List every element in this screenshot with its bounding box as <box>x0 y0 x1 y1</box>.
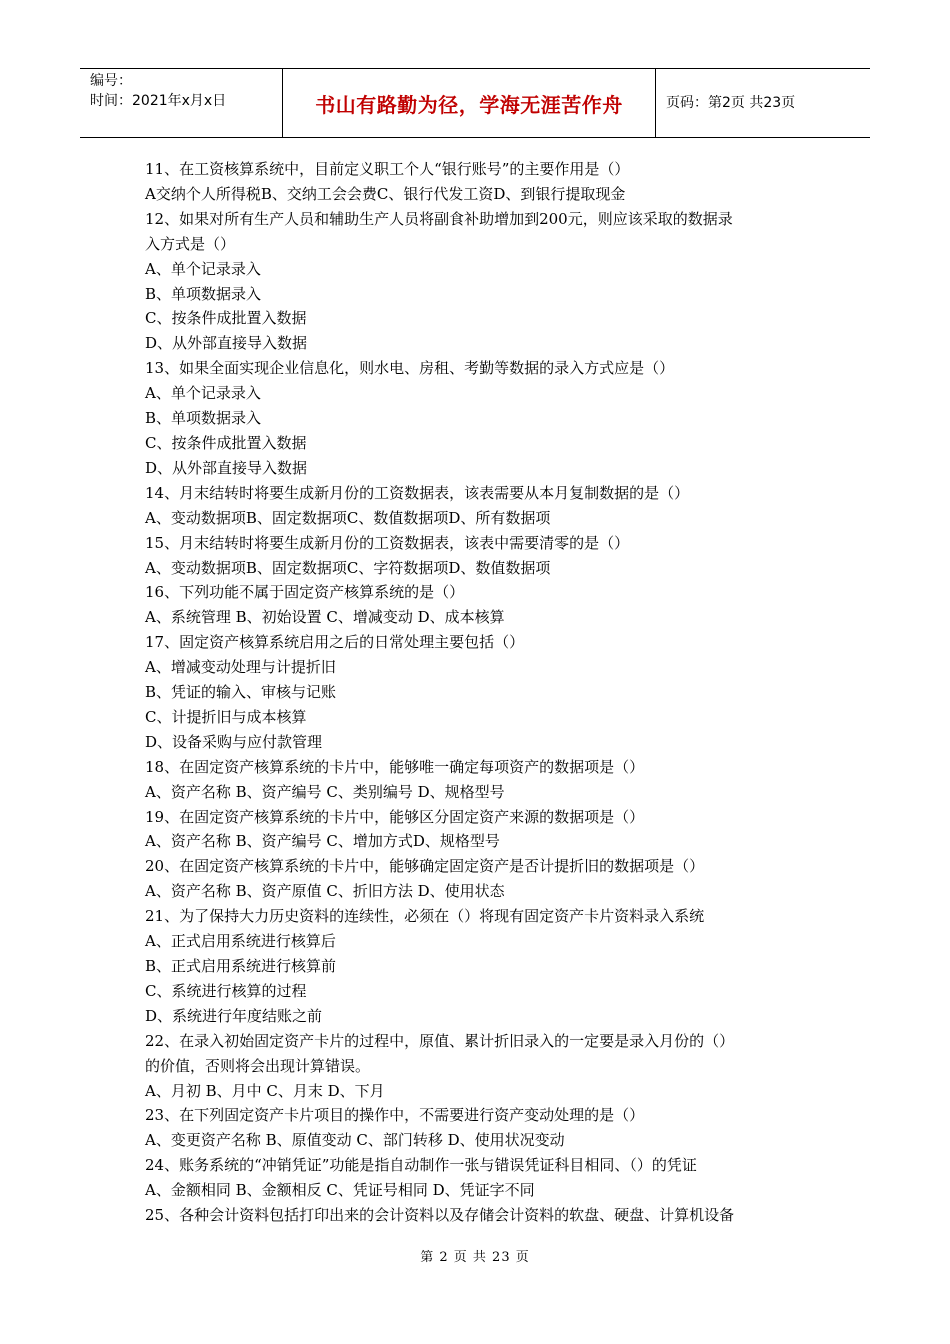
text-line: D、系统进行年度结账之前 <box>145 1006 323 1025</box>
text-line: 17、固定资产核算系统启用之后的日常处理主要包括（） <box>145 633 525 652</box>
text-line: A、变动数据项B、固定数据项C、数值数据项D、所有数据项 <box>145 508 551 527</box>
text-line: A、变更资产名称 B、原值变动 C、部门转移 D、使用状况变动 <box>145 1131 565 1150</box>
text-line: A、资产名称 B、资产编号 C、类别编号 D、规格型号 <box>145 782 505 801</box>
text-line: C、按条件成批置入数据 <box>145 309 307 328</box>
text-line: 15、月末结转时将要生成新月份的工资数据表，该表中需要清零的是（） <box>145 533 630 552</box>
text-line: 22、在录入初始固定资产卡片的过程中，原值、累计折旧录入的一定要是录入月份的（） <box>145 1031 735 1050</box>
text-line: 12、如果对所有生产人员和辅助生产人员将副食补助增加到200元，则应该采取的数据录 <box>145 209 733 228</box>
text-line: B、正式启用系统进行核算前 <box>145 957 337 975</box>
page-header <box>80 68 870 138</box>
text-line: 11、在工资核算系统中，目前定义职工个人“银行账号”的主要作用是（） <box>145 160 630 178</box>
text-line: A、月初 B、月中 C、月末 D、下月 <box>145 1081 385 1100</box>
text-line: A、单个记录录入 <box>145 384 261 403</box>
text-line: C、系统进行核算的过程 <box>145 981 307 1000</box>
document-body <box>145 157 815 1228</box>
text-line: D、从外部直接导入数据 <box>145 458 308 477</box>
header-page-label: 页码：第2页 共23页 <box>666 95 796 111</box>
text-line: 21、为了保持大力历史资料的连续性，必须在（）将现有固定资产卡片资料录入系统 <box>145 907 705 926</box>
text-line: 23、在下列固定资产卡片项目的操作中，不需要进行资产变动处理的是（） <box>145 1106 645 1125</box>
text-line: 24、账务系统的“冲销凭证”功能是指自动制作一张与错误凭证科目相同、（）的凭证 <box>145 1156 697 1175</box>
text-line: A、系统管理 B、初始设置 C、增减变动 D、成本核算 <box>145 608 505 627</box>
text-line: 13、如果全面实现企业信息化，则水电、房租、考勤等数据的录入方式应是（） <box>145 359 675 378</box>
header-middle-cell <box>282 69 656 137</box>
text-line: D、从外部直接导入数据 <box>145 334 308 353</box>
text-line: 入方式是（） <box>145 234 236 253</box>
text-line: A、金额相同 B、金额相反 C、凭证号相同 D、凭证字不同 <box>145 1181 535 1200</box>
text-line: D、设备采购与应付款管理 <box>145 732 323 751</box>
text-line: B、凭证的输入、审核与记账 <box>145 683 337 702</box>
document-date-label: 时间：2021年x月x日 <box>90 93 227 109</box>
text-line: B、单项数据录入 <box>145 284 262 303</box>
page-footer: 第 2 页 共 23 页 <box>420 1250 530 1265</box>
text-line: A、资产名称 B、资产原值 C、折旧方法 D、使用状态 <box>145 882 505 901</box>
text-line: 25、各种会计资料包括打印出来的会计资料以及存储会计资料的软盘、硬盘、计算机设备 <box>145 1206 735 1225</box>
text-line: A、增减变动处理与计提折旧 <box>145 658 336 677</box>
header-left-cell <box>80 69 282 139</box>
text-line: 16、下列功能不属于固定资产核算系统的是（） <box>145 583 465 602</box>
text-line: C、按条件成批置入数据 <box>145 433 307 452</box>
text-line: 19、在固定资产核算系统的卡片中，能够区分固定资产来源的数据项是（） <box>145 807 645 826</box>
text-line: A、资产名称 B、资产编号 C、增加方式D、规格型号 <box>145 832 500 851</box>
text-line: 18、在固定资产核算系统的卡片中，能够唯一确定每项资产的数据项是（） <box>145 757 645 776</box>
text-line: 20、在固定资产核算系统的卡片中，能够确定固定资产是否计提折旧的数据项是（） <box>145 857 705 876</box>
text-line: A交纳个人所得税B、交纳工会会费C、银行代发工资D、到银行提取现金 <box>145 184 626 203</box>
document-number-label: 编号： <box>90 73 132 89</box>
text-line: A、单个记录录入 <box>145 259 261 278</box>
text-line: B、单项数据录入 <box>145 409 262 428</box>
text-line: 的价值，否则将会出现计算错误。 <box>145 1056 371 1075</box>
text-line: C、计提折旧与成本核算 <box>145 707 307 726</box>
text-line: A、变动数据项B、固定数据项C、字符数据项D、数值数据项 <box>145 558 551 577</box>
text-line: 14、月末结转时将要生成新月份的工资数据表，该表需要从本月复制数据的是（） <box>145 483 690 502</box>
header-motto: 书山有路勤为径，学海无涯苦作舟 <box>315 92 623 117</box>
text-line: A、正式启用系统进行核算后 <box>145 932 336 951</box>
